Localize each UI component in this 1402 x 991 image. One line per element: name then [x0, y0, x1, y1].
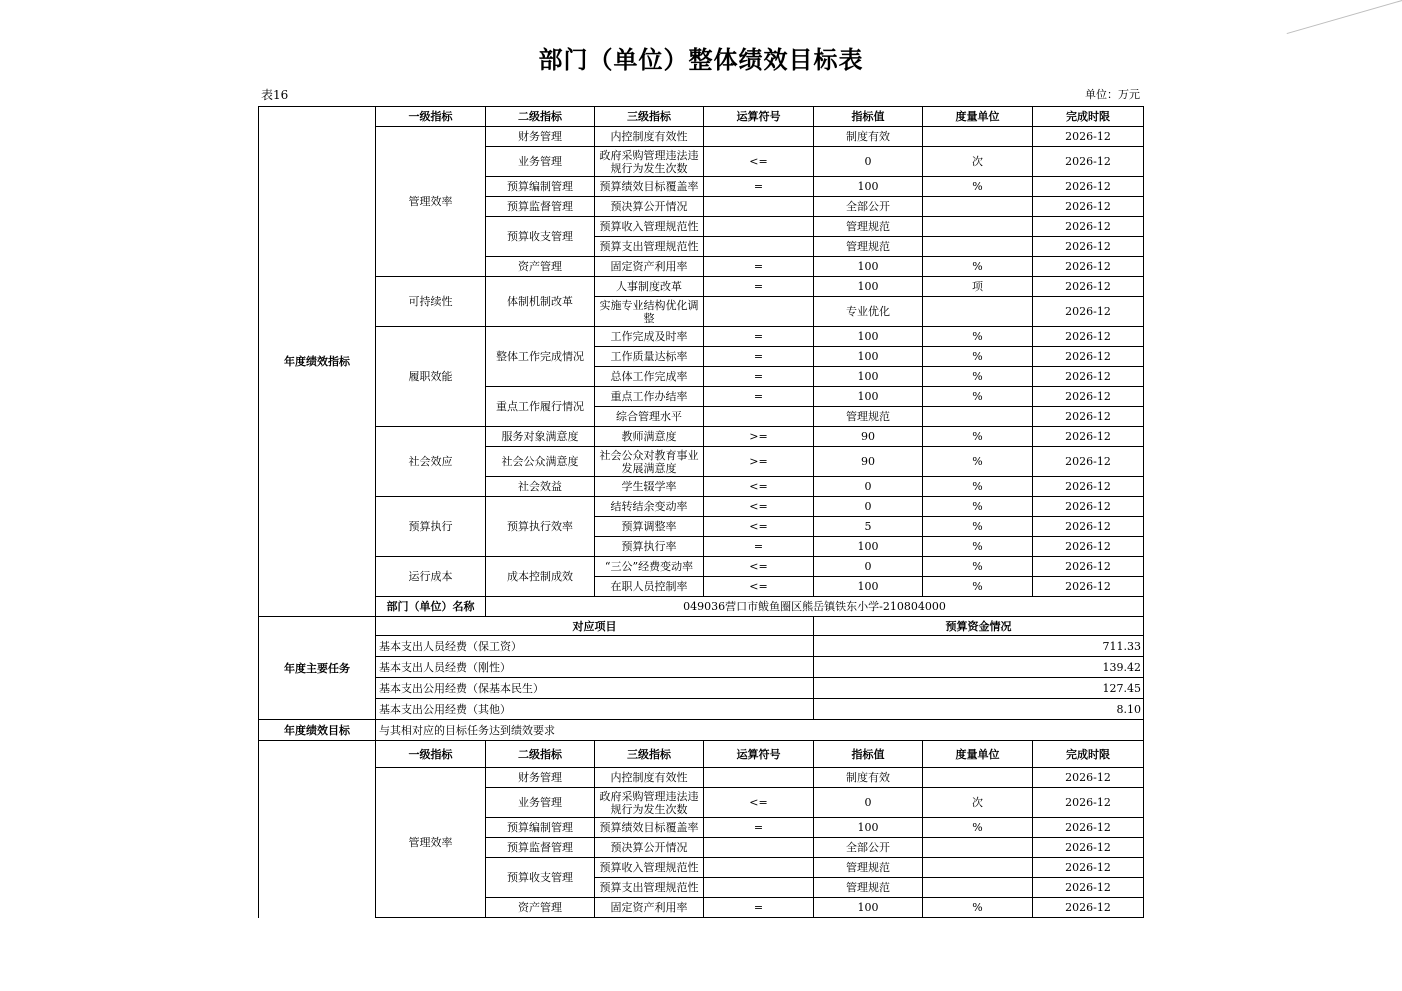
- level3-cell: 重点工作办结率: [595, 387, 704, 407]
- value-cell: 0: [814, 557, 923, 577]
- value-cell: 100: [814, 818, 923, 838]
- deadline-cell: 2026-12: [1033, 297, 1144, 327]
- operator-cell: <=: [704, 497, 814, 517]
- value-cell: 全部公开: [814, 197, 923, 217]
- task-item: 基本支出公用经费（其他）: [376, 699, 814, 720]
- value-cell: 制度有效: [814, 768, 923, 788]
- value-cell: 5: [814, 517, 923, 537]
- task-item: 基本支出人员经费（保工资）: [376, 636, 814, 657]
- deadline-cell: 2026-12: [1033, 327, 1144, 347]
- level2-cell: 预算收支管理: [486, 858, 595, 898]
- level3-cell: 内控制度有效性: [595, 127, 704, 147]
- value-cell: 100: [814, 577, 923, 597]
- level2-cell: 预算执行效率: [486, 497, 595, 557]
- value-cell: 100: [814, 898, 923, 918]
- operator-cell: =: [704, 537, 814, 557]
- level3-cell: 实施专业结构优化调整: [595, 297, 704, 327]
- value-cell: 100: [814, 327, 923, 347]
- task-amount: 8.10: [814, 699, 1144, 720]
- deadline-cell: 2026-12: [1033, 818, 1144, 838]
- level3-cell: 社会公众对教育事业发展满意度: [595, 447, 704, 477]
- level3-cell: 固定资产利用率: [595, 257, 704, 277]
- value-cell: 100: [814, 347, 923, 367]
- level3-cell: 预算收入管理规范性: [595, 858, 704, 878]
- level3-cell: 内控制度有效性: [595, 768, 704, 788]
- level3-cell: “三公”经费变动率: [595, 557, 704, 577]
- value-cell: 管理规范: [814, 407, 923, 427]
- value-cell: 100: [814, 277, 923, 297]
- level2-cell: 财务管理: [486, 768, 595, 788]
- value-cell: 0: [814, 147, 923, 177]
- unit-cell: [923, 768, 1033, 788]
- dept-row: [259, 597, 1144, 617]
- table-row: [259, 427, 1144, 447]
- group-label: 履职效能: [376, 327, 486, 427]
- task-item: 基本支出人员经费（刚性）: [376, 657, 814, 678]
- operator-cell: <=: [704, 788, 814, 818]
- level2-cell: 整体工作完成情况: [486, 327, 595, 387]
- value-cell: 管理规范: [814, 878, 923, 898]
- deadline-cell: 2026-12: [1033, 237, 1144, 257]
- header-value: 指标值: [814, 741, 923, 768]
- deadline-cell: 2026-12: [1033, 127, 1144, 147]
- task-item: 基本支出公用经费（保基本民生）: [376, 678, 814, 699]
- goal-row: [259, 720, 1144, 741]
- performance-table: [258, 106, 1144, 918]
- deadline-cell: 2026-12: [1033, 557, 1144, 577]
- operator-cell: =: [704, 347, 814, 367]
- operator-cell: =: [704, 367, 814, 387]
- unit-cell: [923, 127, 1033, 147]
- tasks-col-project: 对应项目: [376, 617, 814, 636]
- unit-cell: %: [923, 177, 1033, 197]
- header-level3: 三级指标: [595, 107, 704, 127]
- page-title: 部门（单位）整体绩效目标表: [538, 45, 864, 74]
- operator-cell: [704, 878, 814, 898]
- unit-cell: [923, 217, 1033, 237]
- group-label: 运行成本: [376, 557, 486, 597]
- level3-cell: 预决算公开情况: [595, 197, 704, 217]
- unit-cell: %: [923, 517, 1033, 537]
- level3-cell: 工作质量达标率: [595, 347, 704, 367]
- unit-cell: %: [923, 557, 1033, 577]
- operator-cell: [704, 407, 814, 427]
- tasks-header-row: [259, 617, 1144, 636]
- value-cell: 100: [814, 257, 923, 277]
- header-level3: 三级指标: [595, 741, 704, 768]
- table-row: [259, 277, 1144, 297]
- value-cell: 管理规范: [814, 217, 923, 237]
- unit-cell: [923, 297, 1033, 327]
- header-level2: 二级指标: [486, 741, 595, 768]
- deadline-cell: 2026-12: [1033, 407, 1144, 427]
- operator-cell: =: [704, 818, 814, 838]
- level2-cell: 成本控制成效: [486, 557, 595, 597]
- table-row: [259, 768, 1144, 788]
- header-deadline: 完成时限: [1033, 107, 1144, 127]
- tasks-col-budget: 预算资金情况: [814, 617, 1144, 636]
- operator-cell: [704, 127, 814, 147]
- group-label: 管理效率: [376, 768, 486, 918]
- level3-cell: 预算绩效目标覆盖率: [595, 177, 704, 197]
- level3-cell: 学生辍学率: [595, 477, 704, 497]
- unit-cell: %: [923, 818, 1033, 838]
- level3-cell: 预算绩效目标覆盖率: [595, 818, 704, 838]
- header-level1: 一级指标: [376, 741, 486, 768]
- value-cell: 0: [814, 497, 923, 517]
- level2-cell: 社会效益: [486, 477, 595, 497]
- level2-cell: 财务管理: [486, 127, 595, 147]
- table-row: [259, 497, 1144, 517]
- deadline-cell: 2026-12: [1033, 858, 1144, 878]
- operator-cell: [704, 768, 814, 788]
- deadline-cell: 2026-12: [1033, 147, 1144, 177]
- repeat-header-row: [259, 741, 1144, 768]
- unit-cell: %: [923, 577, 1033, 597]
- deadline-cell: 2026-12: [1033, 878, 1144, 898]
- operator-cell: [704, 838, 814, 858]
- level2-cell: 业务管理: [486, 788, 595, 818]
- unit-cell: [923, 237, 1033, 257]
- table-row: [259, 557, 1144, 577]
- deadline-cell: 2026-12: [1033, 898, 1144, 918]
- unit-cell: [923, 858, 1033, 878]
- operator-cell: =: [704, 177, 814, 197]
- level2-cell: 预算监督管理: [486, 197, 595, 217]
- group-label: 管理效率: [376, 127, 486, 277]
- value-cell: 100: [814, 177, 923, 197]
- value-cell: 全部公开: [814, 838, 923, 858]
- unit-cell: %: [923, 898, 1033, 918]
- dept-name: 049036营口市鲅鱼圈区熊岳镇铁东小学-210804000: [486, 597, 1144, 617]
- value-cell: 专业优化: [814, 297, 923, 327]
- operator-cell: <=: [704, 577, 814, 597]
- task-row: [259, 636, 1144, 657]
- group-label: 可持续性: [376, 277, 486, 327]
- level3-cell: 政府采购管理违法违规行为发生次数: [595, 788, 704, 818]
- level3-cell: 预决算公开情况: [595, 838, 704, 858]
- value-cell: 90: [814, 447, 923, 477]
- value-cell: 100: [814, 537, 923, 557]
- unit-cell: %: [923, 387, 1033, 407]
- deadline-cell: 2026-12: [1033, 177, 1144, 197]
- operator-cell: [704, 297, 814, 327]
- task-row: [259, 699, 1144, 720]
- operator-cell: =: [704, 387, 814, 407]
- value-cell: 100: [814, 387, 923, 407]
- goal-label: 年度绩效目标: [259, 720, 376, 741]
- level3-cell: 预算执行率: [595, 537, 704, 557]
- group-label: 预算执行: [376, 497, 486, 557]
- level2-cell: 资产管理: [486, 898, 595, 918]
- level3-cell: 政府采购管理违法违规行为发生次数: [595, 147, 704, 177]
- header-unit: 度量单位: [923, 107, 1033, 127]
- level2-cell: 预算编制管理: [486, 818, 595, 838]
- header-operator: 运算符号: [704, 107, 814, 127]
- header-level2: 二级指标: [486, 107, 595, 127]
- unit-cell: %: [923, 257, 1033, 277]
- operator-cell: [704, 237, 814, 257]
- deadline-cell: 2026-12: [1033, 197, 1144, 217]
- table-row: [259, 127, 1144, 147]
- operator-cell: =: [704, 277, 814, 297]
- value-cell: 100: [814, 367, 923, 387]
- tasks-label: 年度主要任务: [259, 617, 376, 720]
- unit-cell: %: [923, 347, 1033, 367]
- level2-cell: 重点工作履行情况: [486, 387, 595, 427]
- unit-label: 单位：万元: [1085, 88, 1140, 101]
- unit-cell: %: [923, 367, 1033, 387]
- deadline-cell: 2026-12: [1033, 347, 1144, 367]
- level3-cell: 人事制度改革: [595, 277, 704, 297]
- unit-cell: %: [923, 497, 1033, 517]
- unit-cell: [923, 407, 1033, 427]
- deadline-cell: 2026-12: [1033, 387, 1144, 407]
- deadline-cell: 2026-12: [1033, 517, 1144, 537]
- table-row: [259, 327, 1144, 347]
- operator-cell: [704, 217, 814, 237]
- unit-cell: 次: [923, 147, 1033, 177]
- task-row: [259, 657, 1144, 678]
- deadline-cell: 2026-12: [1033, 537, 1144, 557]
- deadline-cell: 2026-12: [1033, 477, 1144, 497]
- section-blank: [259, 741, 376, 918]
- deadline-cell: 2026-12: [1033, 447, 1144, 477]
- operator-cell: >=: [704, 427, 814, 447]
- header-value: 指标值: [814, 107, 923, 127]
- level3-cell: 综合管理水平: [595, 407, 704, 427]
- level3-cell: 结转结余变动率: [595, 497, 704, 517]
- deadline-cell: 2026-12: [1033, 788, 1144, 818]
- operator-cell: =: [704, 898, 814, 918]
- level3-cell: 总体工作完成率: [595, 367, 704, 387]
- value-cell: 0: [814, 788, 923, 818]
- unit-cell: 项: [923, 277, 1033, 297]
- header-operator: 运算符号: [704, 741, 814, 768]
- deadline-cell: 2026-12: [1033, 427, 1144, 447]
- value-cell: 管理规范: [814, 858, 923, 878]
- level2-cell: 业务管理: [486, 147, 595, 177]
- goal-text: 与其相对应的目标任务达到绩效要求: [376, 720, 1144, 741]
- unit-cell: %: [923, 447, 1033, 477]
- unit-cell: %: [923, 537, 1033, 557]
- task-amount: 711.33: [814, 636, 1144, 657]
- level2-cell: 预算编制管理: [486, 177, 595, 197]
- level2-cell: 体制机制改革: [486, 277, 595, 327]
- deadline-cell: 2026-12: [1033, 838, 1144, 858]
- task-row: [259, 678, 1144, 699]
- value-cell: 管理规范: [814, 237, 923, 257]
- operator-cell: <=: [704, 477, 814, 497]
- level3-cell: 在职人员控制率: [595, 577, 704, 597]
- value-cell: 0: [814, 477, 923, 497]
- table-number: 表16: [261, 88, 289, 102]
- operator-cell: <=: [704, 517, 814, 537]
- unit-cell: 次: [923, 788, 1033, 818]
- dept-label: 部门（单位）名称: [376, 597, 486, 617]
- header-level1: 一级指标: [376, 107, 486, 127]
- task-amount: 127.45: [814, 678, 1144, 699]
- value-cell: 90: [814, 427, 923, 447]
- section-annual-indicators: 年度绩效指标: [259, 107, 376, 617]
- level2-cell: 社会公众满意度: [486, 447, 595, 477]
- operator-cell: =: [704, 327, 814, 347]
- operator-cell: <=: [704, 147, 814, 177]
- deadline-cell: 2026-12: [1033, 257, 1144, 277]
- operator-cell: [704, 197, 814, 217]
- deadline-cell: 2026-12: [1033, 277, 1144, 297]
- deadline-cell: 2026-12: [1033, 497, 1144, 517]
- group-label: 社会效应: [376, 427, 486, 497]
- level3-cell: 预算支出管理规范性: [595, 878, 704, 898]
- unit-cell: %: [923, 477, 1033, 497]
- operator-cell: <=: [704, 557, 814, 577]
- unit-cell: %: [923, 327, 1033, 347]
- unit-cell: [923, 838, 1033, 858]
- operator-cell: [704, 858, 814, 878]
- deadline-cell: 2026-12: [1033, 577, 1144, 597]
- deadline-cell: 2026-12: [1033, 217, 1144, 237]
- level3-cell: 工作完成及时率: [595, 327, 704, 347]
- header-deadline: 完成时限: [1033, 741, 1144, 768]
- value-cell: 制度有效: [814, 127, 923, 147]
- level2-cell: 服务对象满意度: [486, 427, 595, 447]
- level2-cell: 资产管理: [486, 257, 595, 277]
- unit-cell: [923, 197, 1033, 217]
- level3-cell: 固定资产利用率: [595, 898, 704, 918]
- header-unit: 度量单位: [923, 741, 1033, 768]
- level3-cell: 教师满意度: [595, 427, 704, 447]
- unit-cell: %: [923, 427, 1033, 447]
- level3-cell: 预算支出管理规范性: [595, 237, 704, 257]
- deadline-cell: 2026-12: [1033, 367, 1144, 387]
- operator-cell: =: [704, 257, 814, 277]
- unit-cell: [923, 878, 1033, 898]
- level2-cell: 预算监督管理: [486, 838, 595, 858]
- deadline-cell: 2026-12: [1033, 768, 1144, 788]
- level2-cell: 预算收支管理: [486, 217, 595, 257]
- level3-cell: 预算调整率: [595, 517, 704, 537]
- level3-cell: 预算收入管理规范性: [595, 217, 704, 237]
- operator-cell: >=: [704, 447, 814, 477]
- task-amount: 139.42: [814, 657, 1144, 678]
